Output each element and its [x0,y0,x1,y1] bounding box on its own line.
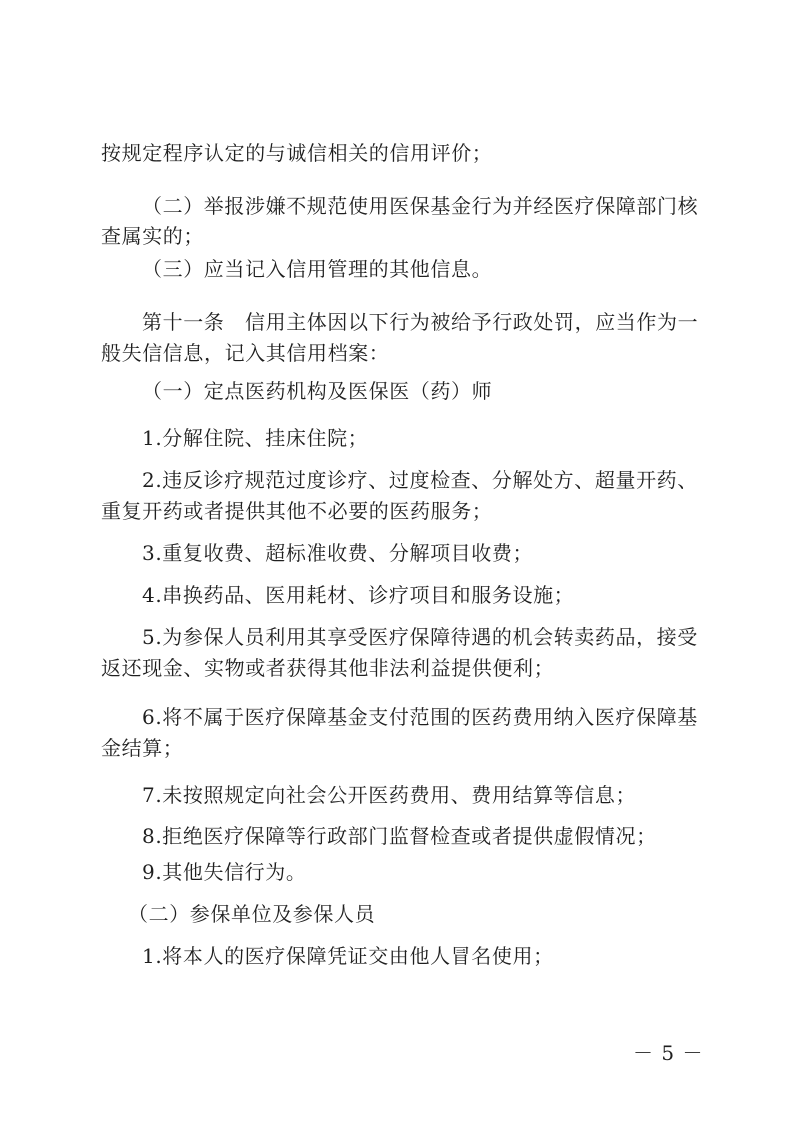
paragraph-line: （二）举报涉嫌不规范使用医保基金行为并经医疗保障部门核 [142,194,699,218]
section-heading: （一）定点医药机构及医保医（药）师 [142,379,493,403]
list-item: 5.为参保人员利用其享受医疗保障待遇的机会转卖药品，接受 [142,625,698,649]
list-item-continuation: 重复开药或者提供其他不必要的医药服务； [101,499,493,523]
section-heading: （二）参保单位及参保人员 [128,902,376,926]
list-item: 3.重复收费、超标准收费、分解项目收费； [142,541,534,565]
list-item: 1.分解住院、挂床住院； [142,426,369,450]
paragraph-line: 查属实的； [101,224,204,248]
list-item: 4.串换药品、医用耗材、诊疗项目和服务设施； [142,583,575,607]
list-item: 9.其他失信行为。 [142,860,307,884]
list-item: 1.将本人的医疗保障凭证交由他人冒名使用； [142,944,554,968]
paragraph-line: 按规定程序认定的与诚信相关的信用评价； [101,141,493,165]
list-item: 7.未按照规定向社会公开医药费用、费用结算等信息； [142,783,637,807]
list-item: 2.违反诊疗规范过度诊疗、过度检查、分解处方、超量开药、 [142,468,698,492]
paragraph-line: （三）应当记入信用管理的其他信息。 [142,257,493,281]
page-number: － 5 － [633,1041,704,1065]
paragraph-line: 般失信信息，记入其信用档案： [101,341,390,365]
list-item: 8.拒绝医疗保障等行政部门监督检查或者提供虚假情况； [142,824,657,848]
list-item: 6.将不属于医疗保障基金支付范围的医药费用纳入医疗保障基 [142,705,698,729]
list-item-continuation: 金结算； [101,736,184,760]
article-heading-line: 第十一条 信用主体因以下行为被给予行政处罚，应当作为一 [142,310,699,334]
list-item-continuation: 返还现金、实物或者获得其他非法利益提供便利； [101,656,555,680]
